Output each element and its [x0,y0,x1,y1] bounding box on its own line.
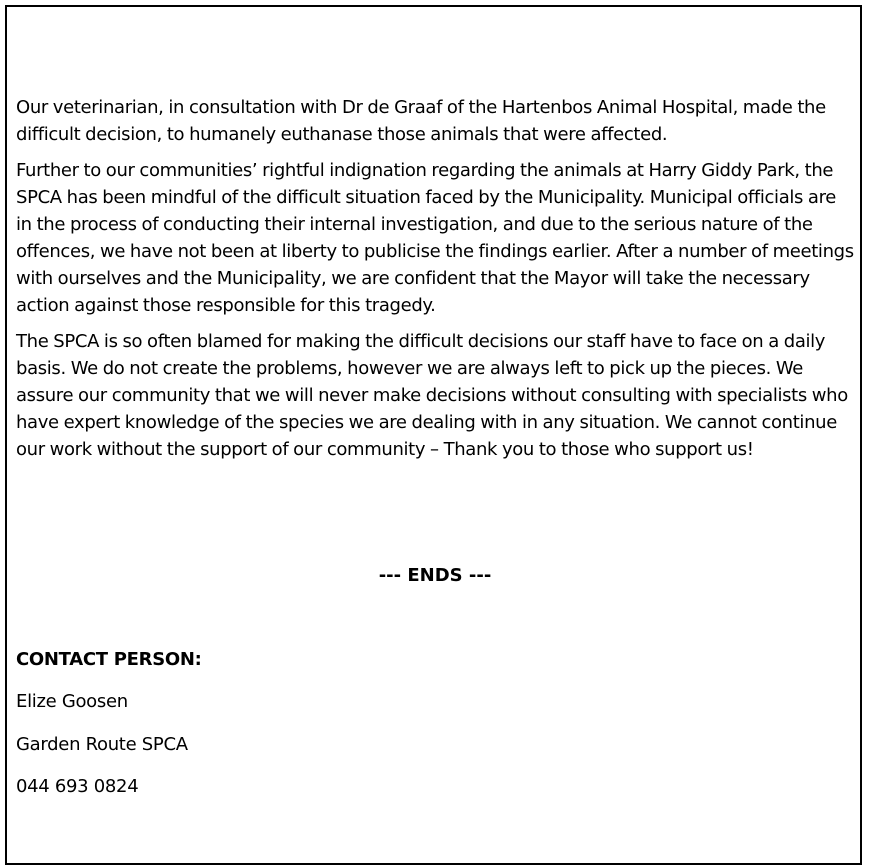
ends-marker: --- ENDS --- [378,565,492,586]
paragraph-veterinarian: Our veterinarian, in consultation with Dr de Graaf of the Hartenbos Animal Hospital, made the difficult decision, to humanely euthanase those animals that were affected. [16,97,826,145]
paragraph-indignation: Further to our communities’ rightful indignation regarding the animals at Harry Giddy Park, the SPCA has been mindful of the difficult situation faced by the Municipality. Municipal officials are in the process of conducting their internal investigation, and due to the serious nature of the offences, we have not been at liberty to publicise the findings earlier. After a number of meetings with ourselves and the Municipality, we are confident that the Mayor will take the necessary action against those responsible for this tragedy. [16,160,854,316]
document-body [16,94,854,472]
paragraph-spca-blamed: The SPCA is so often blamed for making the difficult decisions our staff have to face on a daily basis. We do not create the problems, however we are always left to pick up the pieces. We assure our community that we will never make decisions without consulting with specialists who have expert knowledge of the species we are dealing with in any situation. We cannot continue our work without the support of our community – Thank you to those who support us! [16,331,848,460]
contact-organization: Garden Route SPCA [16,734,188,755]
contact-heading: CONTACT PERSON: [16,649,202,670]
contact-name: Elize Goosen [16,691,128,712]
contact-phone: 044 693 0824 [16,776,139,797]
